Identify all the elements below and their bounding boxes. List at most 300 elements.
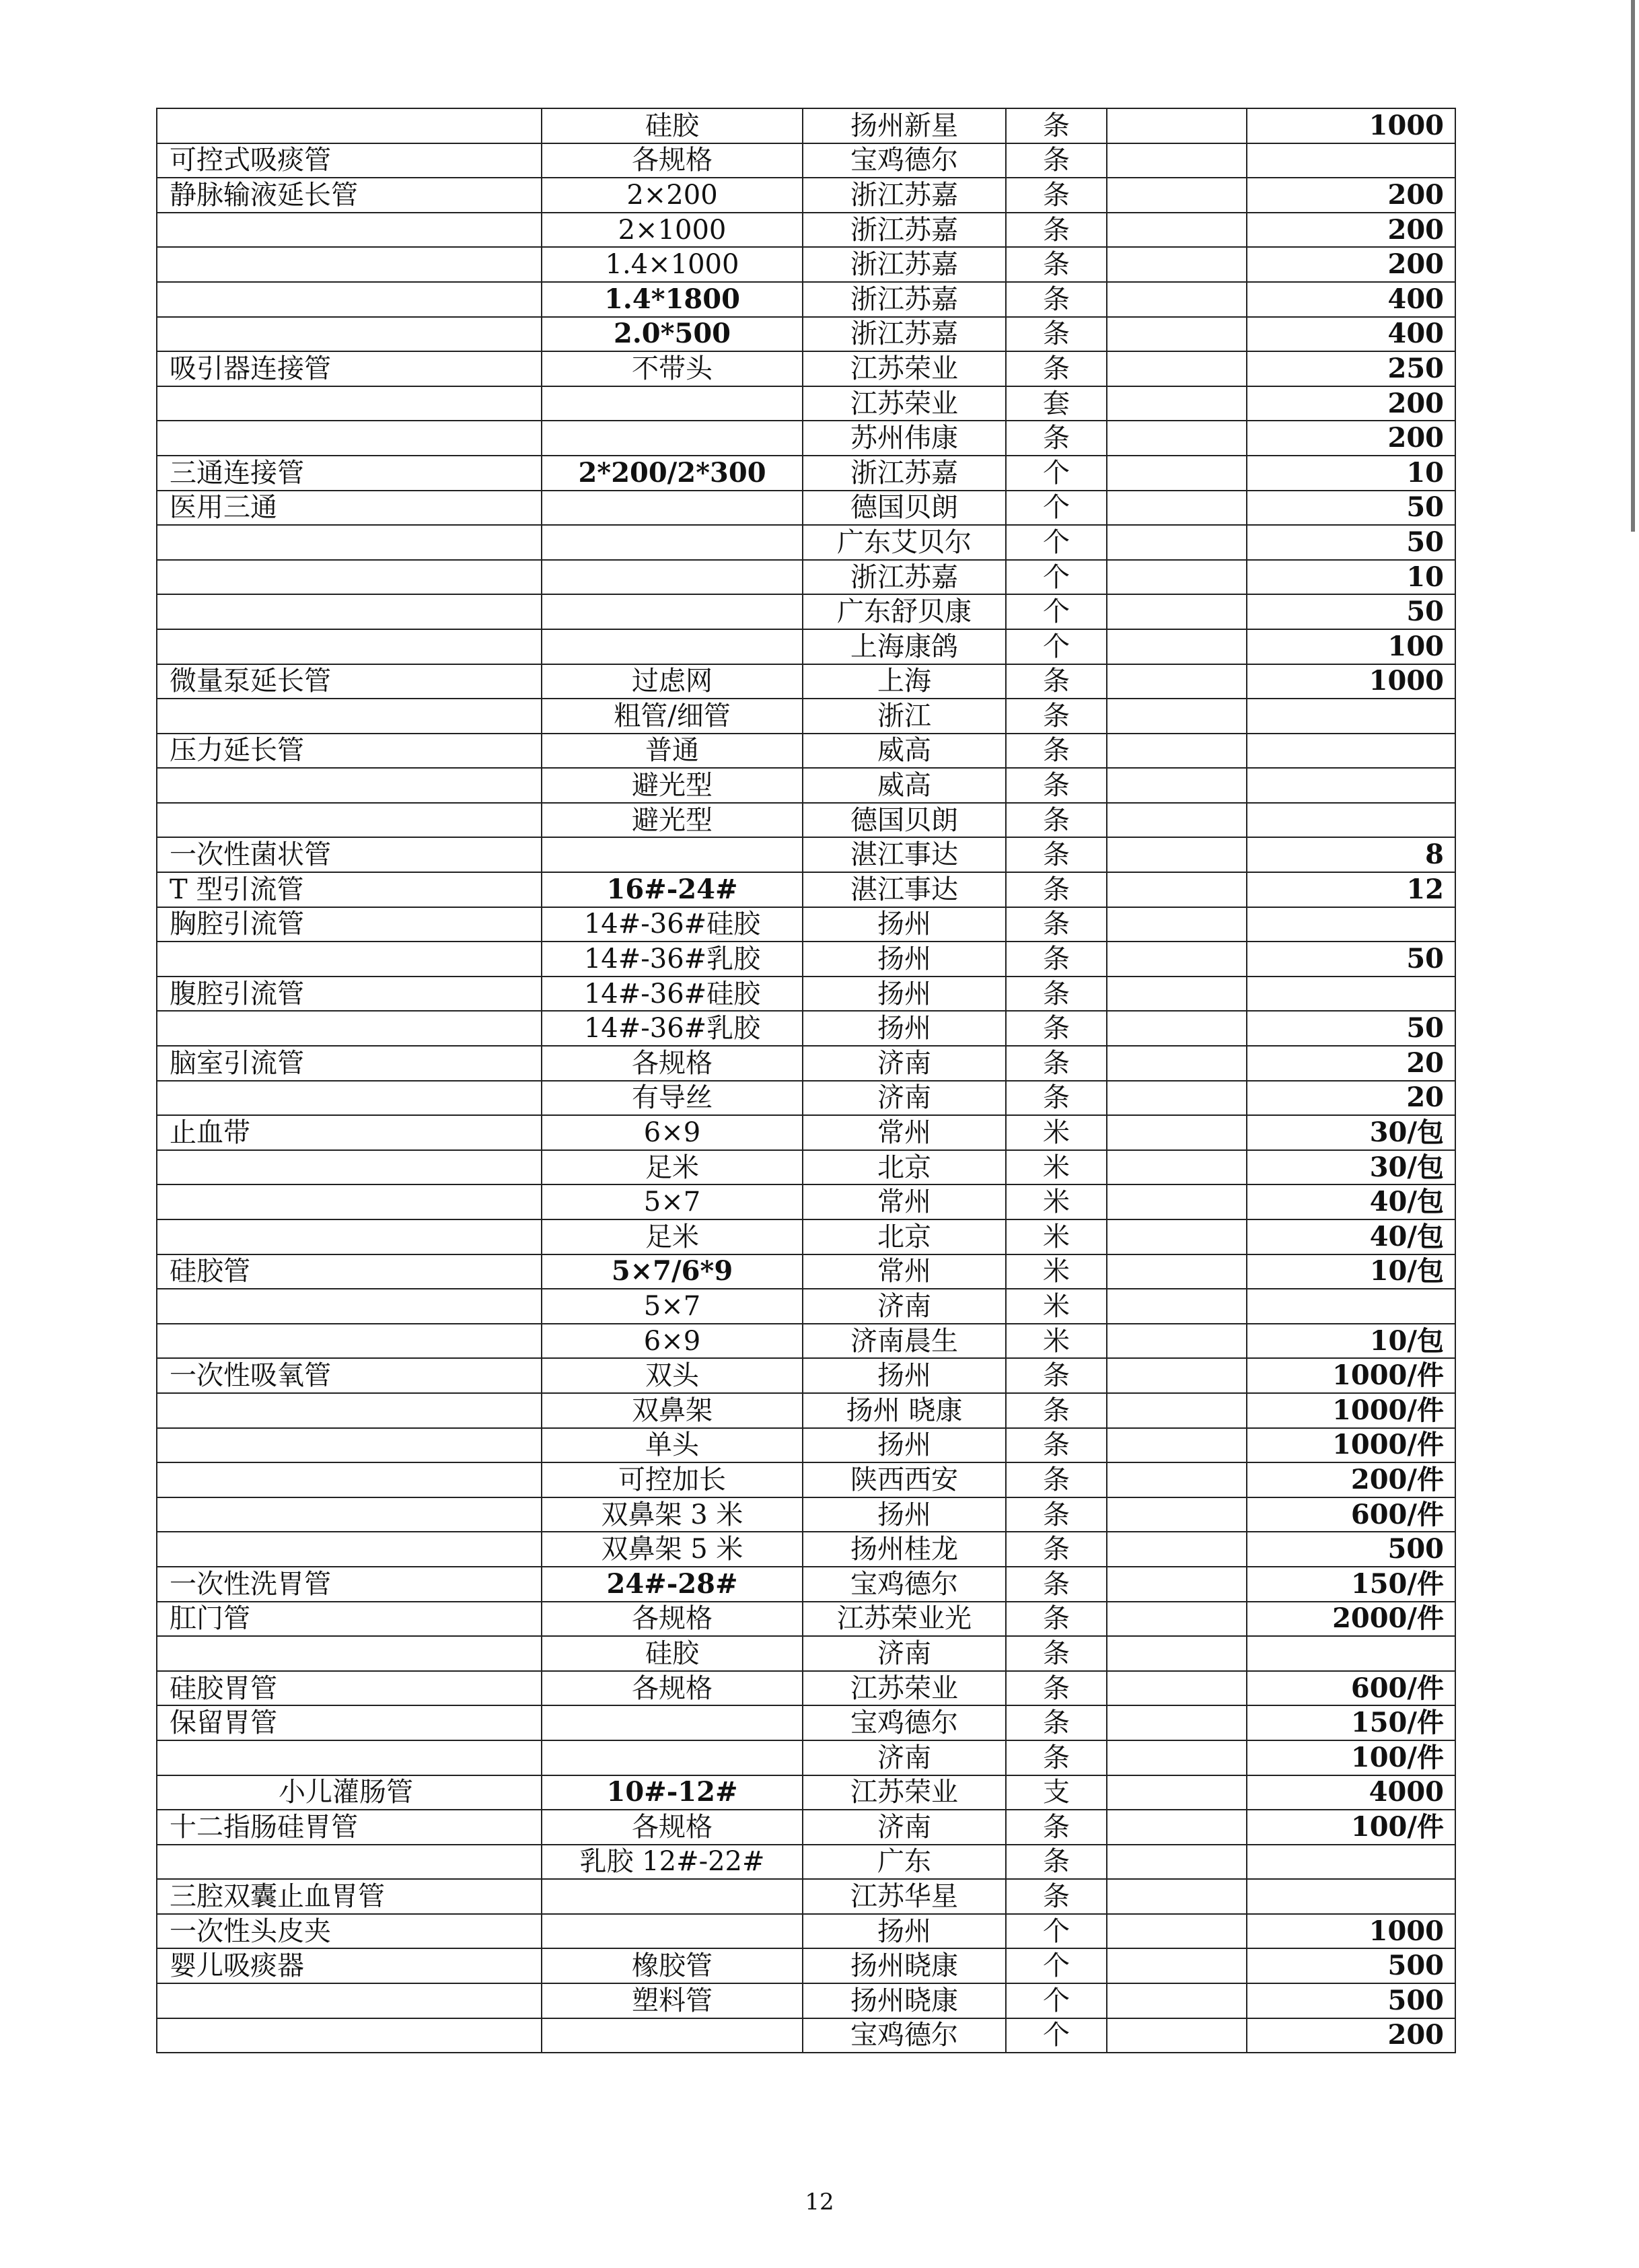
quantity-cell: 10/包 (1247, 1324, 1455, 1359)
item-name-cell (157, 1184, 542, 1219)
manufacturer-cell: 江苏荣业 (803, 1775, 1006, 1810)
table-row (157, 1914, 1455, 1949)
manufacturer-cell: 扬州 (803, 1914, 1006, 1949)
table-row (157, 664, 1455, 699)
manufacturer-cell: 宝鸡德尔 (803, 2018, 1006, 2053)
manufacturer-cell: 浙江苏嘉 (803, 247, 1006, 282)
unit-cell: 条 (1006, 734, 1107, 769)
unit-cell: 米 (1006, 1115, 1107, 1150)
empty-cell (1107, 629, 1247, 664)
table-row (157, 1532, 1455, 1567)
unit-cell: 条 (1006, 282, 1107, 317)
table-row (157, 907, 1455, 942)
unit-cell: 条 (1006, 1602, 1107, 1637)
item-name-cell: 一次性菌状管 (157, 837, 542, 872)
empty-cell (1107, 1532, 1247, 1567)
manufacturer-cell: 常州 (803, 1115, 1006, 1150)
item-name-cell: 止血带 (157, 1115, 542, 1150)
spec-cell (542, 1914, 803, 1949)
spec-cell: 各规格 (542, 143, 803, 178)
quantity-cell: 50 (1247, 1011, 1455, 1046)
empty-cell (1107, 1219, 1247, 1254)
unit-cell: 条 (1006, 1567, 1107, 1602)
spec-cell: 双鼻架 5 米 (542, 1532, 803, 1567)
empty-cell (1107, 1254, 1247, 1289)
quantity-cell: 400 (1247, 317, 1455, 352)
spec-cell (542, 594, 803, 629)
item-name-cell (157, 1219, 542, 1254)
spec-cell: 14#-36#硅胶 (542, 977, 803, 1012)
item-name-cell (157, 386, 542, 421)
unit-cell: 条 (1006, 247, 1107, 282)
manufacturer-cell: 湛江事达 (803, 872, 1006, 907)
empty-cell (1107, 282, 1247, 317)
spec-cell (542, 491, 803, 526)
spec-cell: 不带头 (542, 351, 803, 386)
empty-cell (1107, 491, 1247, 526)
empty-cell (1107, 421, 1247, 456)
item-name-cell (157, 2018, 542, 2053)
table-row (157, 1289, 1455, 1324)
spec-cell: 14#-36#硅胶 (542, 907, 803, 942)
spec-cell (542, 1740, 803, 1775)
table-row (157, 1219, 1455, 1254)
unit-cell: 条 (1006, 1011, 1107, 1046)
item-name-cell (157, 213, 542, 248)
spec-cell: 14#-36#乳胶 (542, 1011, 803, 1046)
spec-cell (542, 560, 803, 595)
spec-cell: 2.0*500 (542, 317, 803, 352)
spec-cell: 硅胶 (542, 108, 803, 143)
quantity-cell: 1000/件 (1247, 1393, 1455, 1428)
spec-cell: 双鼻架 (542, 1393, 803, 1428)
unit-cell: 个 (1006, 629, 1107, 664)
table-row (157, 1567, 1455, 1602)
table-row (157, 1879, 1455, 1914)
item-name-cell (157, 1324, 542, 1359)
item-name-cell: T 型引流管 (157, 872, 542, 907)
unit-cell: 支 (1006, 1775, 1107, 1810)
item-name-cell: 医用三通 (157, 491, 542, 526)
item-name-cell: 肛门管 (157, 1602, 542, 1637)
empty-cell (1107, 1150, 1247, 1185)
manufacturer-cell: 济南 (803, 1740, 1006, 1775)
item-name-cell: 一次性头皮夹 (157, 1914, 542, 1949)
table-row (157, 108, 1455, 143)
item-name-cell (157, 247, 542, 282)
unit-cell: 条 (1006, 1740, 1107, 1775)
item-name-cell (157, 1150, 542, 1185)
quantity-cell (1247, 1879, 1455, 1914)
quantity-cell: 200 (1247, 178, 1455, 213)
item-name-cell: 硅胶胃管 (157, 1671, 542, 1706)
quantity-cell: 200 (1247, 421, 1455, 456)
quantity-cell: 40/包 (1247, 1184, 1455, 1219)
quantity-cell: 10/包 (1247, 1254, 1455, 1289)
table-row (157, 1636, 1455, 1671)
table-row (157, 1393, 1455, 1428)
spec-cell (542, 2018, 803, 2053)
table-row (157, 1671, 1455, 1706)
unit-cell: 条 (1006, 942, 1107, 977)
quantity-cell: 50 (1247, 491, 1455, 526)
empty-cell (1107, 1983, 1247, 2018)
unit-cell: 条 (1006, 768, 1107, 803)
unit-cell: 条 (1006, 1462, 1107, 1497)
unit-cell: 米 (1006, 1254, 1107, 1289)
empty-cell (1107, 837, 1247, 872)
table-row (157, 178, 1455, 213)
empty-cell (1107, 2018, 1247, 2053)
item-name-cell (157, 317, 542, 352)
item-name-cell (157, 525, 542, 560)
empty-cell (1107, 594, 1247, 629)
quantity-cell: 400 (1247, 282, 1455, 317)
manufacturer-cell: 浙江苏嘉 (803, 178, 1006, 213)
quantity-cell: 600/件 (1247, 1497, 1455, 1532)
spec-cell: 10#-12# (542, 1775, 803, 1810)
manufacturer-cell: 扬州桂龙 (803, 1532, 1006, 1567)
manufacturer-cell: 扬州 (803, 1358, 1006, 1393)
item-name-cell: 脑室引流管 (157, 1046, 542, 1081)
empty-cell (1107, 1810, 1247, 1845)
table-row (157, 1948, 1455, 1983)
empty-cell (1107, 1289, 1247, 1324)
table-row (157, 1150, 1455, 1185)
table-row (157, 351, 1455, 386)
unit-cell: 条 (1006, 143, 1107, 178)
empty-cell (1107, 1428, 1247, 1463)
supply-table-body (157, 108, 1455, 2053)
scan-edge-mark (1631, 0, 1635, 532)
empty-cell (1107, 1184, 1247, 1219)
empty-cell (1107, 525, 1247, 560)
spec-cell: 1.4*1800 (542, 282, 803, 317)
table-row (157, 699, 1455, 734)
item-name-cell: 静脉输液延长管 (157, 178, 542, 213)
empty-cell (1107, 1358, 1247, 1393)
manufacturer-cell: 德国贝朗 (803, 803, 1006, 838)
quantity-cell: 20 (1247, 1081, 1455, 1116)
spec-cell: 足米 (542, 1150, 803, 1185)
manufacturer-cell: 济南 (803, 1289, 1006, 1324)
table-row (157, 1602, 1455, 1637)
item-name-cell (157, 1497, 542, 1532)
empty-cell (1107, 1914, 1247, 1949)
manufacturer-cell: 扬州 (803, 1497, 1006, 1532)
empty-cell (1107, 1011, 1247, 1046)
quantity-cell: 150/件 (1247, 1567, 1455, 1602)
unit-cell: 条 (1006, 1636, 1107, 1671)
quantity-cell: 1000/件 (1247, 1358, 1455, 1393)
empty-cell (1107, 1740, 1247, 1775)
unit-cell: 米 (1006, 1219, 1107, 1254)
manufacturer-cell: 江苏荣业光 (803, 1602, 1006, 1637)
quantity-cell (1247, 803, 1455, 838)
unit-cell: 条 (1006, 664, 1107, 699)
unit-cell: 个 (1006, 594, 1107, 629)
quantity-cell: 1000 (1247, 1914, 1455, 1949)
unit-cell: 个 (1006, 1948, 1107, 1983)
item-name-cell: 吸引器连接管 (157, 351, 542, 386)
manufacturer-cell: 上海 (803, 664, 1006, 699)
spec-cell (542, 1705, 803, 1740)
quantity-cell (1247, 907, 1455, 942)
spec-cell: 橡胶管 (542, 1948, 803, 1983)
item-name-cell (157, 1740, 542, 1775)
table-row (157, 1115, 1455, 1150)
unit-cell: 个 (1006, 491, 1107, 526)
item-name-cell: 一次性洗胃管 (157, 1567, 542, 1602)
empty-cell (1107, 178, 1247, 213)
quantity-cell (1247, 143, 1455, 178)
manufacturer-cell: 威高 (803, 734, 1006, 769)
spec-cell: 单头 (542, 1428, 803, 1463)
table-row (157, 1740, 1455, 1775)
spec-cell (542, 1879, 803, 1914)
quantity-cell: 200/件 (1247, 1462, 1455, 1497)
manufacturer-cell: 德国贝朗 (803, 491, 1006, 526)
quantity-cell: 100 (1247, 629, 1455, 664)
item-name-cell (157, 768, 542, 803)
quantity-cell (1247, 699, 1455, 734)
spec-cell: 5×7 (542, 1289, 803, 1324)
spec-cell: 16#-24# (542, 872, 803, 907)
table-row (157, 386, 1455, 421)
unit-cell: 个 (1006, 2018, 1107, 2053)
spec-cell: 各规格 (542, 1671, 803, 1706)
unit-cell: 条 (1006, 317, 1107, 352)
item-name-cell (157, 942, 542, 977)
empty-cell (1107, 317, 1247, 352)
item-name-cell (157, 1462, 542, 1497)
table-row (157, 1810, 1455, 1845)
table-row (157, 491, 1455, 526)
quantity-cell (1247, 1845, 1455, 1880)
spec-cell: 各规格 (542, 1602, 803, 1637)
table-row (157, 837, 1455, 872)
table-row (157, 1081, 1455, 1116)
manufacturer-cell: 扬州晓康 (803, 1983, 1006, 2018)
empty-cell (1107, 1115, 1247, 1150)
empty-cell (1107, 1497, 1247, 1532)
manufacturer-cell: 济南晨生 (803, 1324, 1006, 1359)
unit-cell: 米 (1006, 1289, 1107, 1324)
quantity-cell: 50 (1247, 942, 1455, 977)
unit-cell: 条 (1006, 907, 1107, 942)
spec-cell: 5×7 (542, 1184, 803, 1219)
spec-cell: 普通 (542, 734, 803, 769)
manufacturer-cell: 扬州 (803, 977, 1006, 1012)
unit-cell: 条 (1006, 351, 1107, 386)
manufacturer-cell: 扬州 (803, 1011, 1006, 1046)
manufacturer-cell: 扬州 晓康 (803, 1393, 1006, 1428)
empty-cell (1107, 108, 1247, 143)
unit-cell: 条 (1006, 1671, 1107, 1706)
item-name-cell: 婴儿吸痰器 (157, 1948, 542, 1983)
unit-cell: 条 (1006, 213, 1107, 248)
item-name-cell: 微量泵延长管 (157, 664, 542, 699)
empty-cell (1107, 351, 1247, 386)
manufacturer-cell: 江苏荣业 (803, 1671, 1006, 1706)
unit-cell: 条 (1006, 1393, 1107, 1428)
spec-cell: 2×200 (542, 178, 803, 213)
table-row (157, 942, 1455, 977)
item-name-cell: 十二指肠硅胃管 (157, 1810, 542, 1845)
quantity-cell: 150/件 (1247, 1705, 1455, 1740)
unit-cell: 条 (1006, 699, 1107, 734)
spec-cell: 各规格 (542, 1046, 803, 1081)
empty-cell (1107, 872, 1247, 907)
quantity-cell: 250 (1247, 351, 1455, 386)
table-row (157, 734, 1455, 769)
manufacturer-cell: 宝鸡德尔 (803, 1705, 1006, 1740)
table-row (157, 1324, 1455, 1359)
table-row (157, 317, 1455, 352)
empty-cell (1107, 1845, 1247, 1880)
item-name-cell: 硅胶管 (157, 1254, 542, 1289)
unit-cell: 套 (1006, 386, 1107, 421)
supply-table (156, 108, 1456, 2053)
manufacturer-cell: 北京 (803, 1219, 1006, 1254)
spec-cell: 足米 (542, 1219, 803, 1254)
empty-cell (1107, 1324, 1247, 1359)
spec-cell: 各规格 (542, 1810, 803, 1845)
empty-cell (1107, 699, 1247, 734)
manufacturer-cell: 广东舒贝康 (803, 594, 1006, 629)
manufacturer-cell: 北京 (803, 1150, 1006, 1185)
empty-cell (1107, 803, 1247, 838)
empty-cell (1107, 1636, 1247, 1671)
table-row (157, 1497, 1455, 1532)
empty-cell (1107, 143, 1247, 178)
quantity-cell: 10 (1247, 560, 1455, 595)
quantity-cell: 50 (1247, 594, 1455, 629)
empty-cell (1107, 247, 1247, 282)
spec-cell: 有导丝 (542, 1081, 803, 1116)
quantity-cell: 40/包 (1247, 1219, 1455, 1254)
quantity-cell: 200 (1247, 213, 1455, 248)
quantity-cell: 30/包 (1247, 1150, 1455, 1185)
unit-cell: 条 (1006, 1358, 1107, 1393)
table-row (157, 282, 1455, 317)
table-row (157, 1775, 1455, 1810)
empty-cell (1107, 1879, 1247, 1914)
quantity-cell (1247, 734, 1455, 769)
manufacturer-cell: 浙江苏嘉 (803, 282, 1006, 317)
spec-cell: 5×7/6*9 (542, 1254, 803, 1289)
spec-cell (542, 386, 803, 421)
empty-cell (1107, 977, 1247, 1012)
spec-cell: 双鼻架 3 米 (542, 1497, 803, 1532)
quantity-cell: 30/包 (1247, 1115, 1455, 1150)
empty-cell (1107, 1046, 1247, 1081)
manufacturer-cell: 宝鸡德尔 (803, 1567, 1006, 1602)
unit-cell: 条 (1006, 1428, 1107, 1463)
manufacturer-cell: 济南 (803, 1081, 1006, 1116)
quantity-cell: 2000/件 (1247, 1602, 1455, 1637)
item-name-cell (157, 1636, 542, 1671)
item-name-cell: 可控式吸痰管 (157, 143, 542, 178)
spec-cell: 硅胶 (542, 1636, 803, 1671)
spec-cell: 避光型 (542, 768, 803, 803)
empty-cell (1107, 942, 1247, 977)
unit-cell: 条 (1006, 1879, 1107, 1914)
spec-cell: 双头 (542, 1358, 803, 1393)
table-row (157, 1254, 1455, 1289)
spec-cell: 乳胶 12#-22# (542, 1845, 803, 1880)
quantity-cell: 20 (1247, 1046, 1455, 1081)
item-name-cell: 保留胃管 (157, 1705, 542, 1740)
quantity-cell (1247, 1636, 1455, 1671)
quantity-cell: 100/件 (1247, 1740, 1455, 1775)
quantity-cell (1247, 977, 1455, 1012)
empty-cell (1107, 1775, 1247, 1810)
item-name-cell (157, 1532, 542, 1567)
spec-cell: 6×9 (542, 1324, 803, 1359)
empty-cell (1107, 664, 1247, 699)
unit-cell: 条 (1006, 872, 1107, 907)
unit-cell: 条 (1006, 1532, 1107, 1567)
empty-cell (1107, 386, 1247, 421)
item-name-cell: 三通连接管 (157, 456, 542, 491)
quantity-cell: 500 (1247, 1532, 1455, 1567)
item-name-cell (157, 1428, 542, 1463)
quantity-cell: 500 (1247, 1983, 1455, 2018)
item-name-cell (157, 282, 542, 317)
unit-cell: 条 (1006, 1497, 1107, 1532)
table-row (157, 1184, 1455, 1219)
manufacturer-cell: 广东 (803, 1845, 1006, 1880)
table-row (157, 2018, 1455, 2053)
item-name-cell (157, 1845, 542, 1880)
spec-cell: 粗管/细管 (542, 699, 803, 734)
quantity-cell: 1000 (1247, 108, 1455, 143)
empty-cell (1107, 1671, 1247, 1706)
quantity-cell: 1000 (1247, 664, 1455, 699)
table-row (157, 768, 1455, 803)
table-row (157, 1011, 1455, 1046)
item-name-cell (157, 1393, 542, 1428)
manufacturer-cell: 济南 (803, 1636, 1006, 1671)
spec-cell: 避光型 (542, 803, 803, 838)
item-name-cell: 三腔双囊止血胃管 (157, 1879, 542, 1914)
table-row (157, 1046, 1455, 1081)
quantity-cell (1247, 768, 1455, 803)
empty-cell (1107, 213, 1247, 248)
unit-cell: 条 (1006, 178, 1107, 213)
item-name-cell: 压力延长管 (157, 734, 542, 769)
empty-cell (1107, 907, 1247, 942)
item-name-cell (157, 699, 542, 734)
manufacturer-cell: 浙江苏嘉 (803, 213, 1006, 248)
table-row (157, 1462, 1455, 1497)
manufacturer-cell: 扬州 (803, 907, 1006, 942)
spec-cell (542, 525, 803, 560)
table-row (157, 213, 1455, 248)
table-row (157, 1983, 1455, 2018)
unit-cell: 条 (1006, 837, 1107, 872)
manufacturer-cell: 威高 (803, 768, 1006, 803)
spec-cell (542, 837, 803, 872)
item-name-cell (157, 108, 542, 143)
manufacturer-cell: 宝鸡德尔 (803, 143, 1006, 178)
manufacturer-cell: 广东艾贝尔 (803, 525, 1006, 560)
table-row (157, 977, 1455, 1012)
quantity-cell: 500 (1247, 1948, 1455, 1983)
quantity-cell: 10 (1247, 456, 1455, 491)
item-name-cell (157, 1983, 542, 2018)
